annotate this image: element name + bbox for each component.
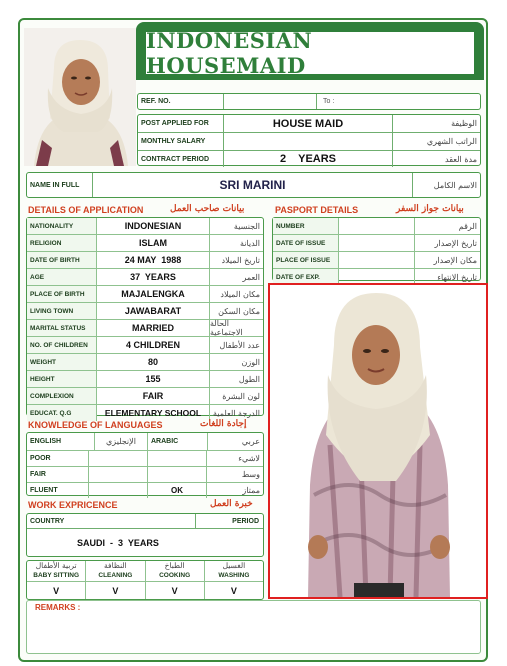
work-entry: SAUDI - 3 YEARS — [77, 538, 159, 548]
place-of-issue-arabic: مكان الإصدار — [433, 255, 477, 265]
details-section-title: DETAILS OF APPLICATION — [28, 205, 144, 215]
arabic-header-arabic: عربي — [241, 437, 260, 446]
fluent-label: FLUENT — [27, 483, 89, 498]
religion-arabic: الديانة — [239, 238, 260, 248]
language-level-row — [27, 467, 263, 483]
remarks-box — [26, 600, 481, 654]
monthly-salary-label: MONTHLY SALARY — [138, 133, 224, 150]
poor-label: POOR — [27, 451, 89, 466]
to-label: To : — [323, 98, 335, 105]
details-row — [27, 218, 263, 235]
applicant-full-body-photo — [268, 283, 488, 599]
place-of-birth-label: PLACE OF BIRTH — [27, 286, 97, 302]
title-frame — [144, 30, 476, 76]
language-level-row — [27, 451, 263, 467]
details-row — [27, 252, 263, 269]
height-value: 155 — [97, 371, 210, 387]
passport-row — [273, 218, 480, 235]
work-table — [26, 513, 264, 557]
details-table — [26, 217, 264, 416]
skill-name: BABY SITTING — [27, 571, 85, 582]
skill-check: V — [53, 585, 60, 596]
fluent-arabic-label: ممتاز — [242, 486, 260, 495]
details-row — [27, 269, 263, 286]
document-title: INDONESIAN HOUSEMAID — [146, 28, 313, 78]
name-in-full-label: NAME IN FULL — [27, 173, 93, 197]
date-of-issue-label: DATE OF ISSUE — [273, 235, 339, 251]
passport-number-arabic: الرقم — [458, 221, 477, 231]
skill-name: COOKING — [146, 571, 204, 582]
skill-name: WASHING — [205, 571, 263, 582]
details-row — [27, 286, 263, 303]
ref-no-field[interactable] — [224, 94, 317, 109]
languages-header-row — [27, 433, 263, 451]
poor-arabic-value — [148, 451, 207, 466]
living-town-arabic: مكان السكن — [218, 306, 260, 316]
nationality-arabic: الجنسية — [233, 221, 260, 231]
nationality-label: NATIONALITY — [27, 218, 97, 234]
fluent-arabic-value: OK — [148, 483, 207, 498]
poor-arabic-label: لاشيء — [238, 454, 260, 463]
complexion-arabic: لون البشرة — [222, 391, 260, 401]
marital-status-label: MARITAL STATUS — [27, 320, 97, 336]
skills-table — [26, 560, 264, 600]
monthly-salary-arabic: الراتب الشهري — [426, 137, 477, 146]
fair-label: FAIR — [27, 467, 89, 482]
fair-arabic-value — [148, 467, 207, 482]
weight-arabic: الوزن — [241, 357, 260, 367]
country-header: COUNTRY — [30, 517, 65, 525]
complexion-label: COMPLEXION — [27, 388, 97, 404]
languages-table — [26, 432, 264, 496]
skill-cooking — [146, 561, 205, 599]
job-row-contract — [138, 151, 480, 167]
ref-row — [137, 93, 481, 110]
post-applied-value: HOUSE MAID — [224, 115, 393, 132]
religion-label: RELIGION — [27, 235, 97, 251]
work-section-arabic: خبرة العمل — [210, 499, 253, 509]
marital-status-arabic: الحالة الاجتماعية — [210, 319, 243, 337]
children-value: 4 CHILDREN — [97, 337, 210, 353]
details-row — [27, 303, 263, 320]
details-row — [27, 371, 263, 388]
name-row — [26, 172, 481, 198]
date-of-exp-label: DATE OF EXP. — [273, 269, 339, 285]
passport-row — [273, 252, 480, 269]
job-row-salary — [138, 133, 480, 151]
work-section-title: WORK EXPRICENCE — [28, 500, 118, 510]
religion-value: ISLAM — [97, 235, 210, 251]
language-level-row — [27, 483, 263, 498]
skill-name: CLEANING — [86, 571, 144, 582]
living-town-value: JAWABARAT — [97, 303, 210, 319]
children-label: NO. OF CHILDREN — [27, 337, 97, 353]
marital-status-value: MARRIED — [97, 320, 210, 336]
weight-value: 80 — [97, 354, 210, 370]
place-of-birth-arabic: مكان الميلاد — [220, 289, 260, 299]
date-of-issue-arabic: تاريخ الإصدار — [434, 238, 477, 248]
job-table — [137, 114, 481, 166]
education-label: EDUCAT. Q.G — [27, 405, 97, 421]
passport-number-label: NUMBER — [273, 218, 339, 234]
details-section-arabic: بيانات صاحب العمل — [170, 204, 245, 214]
post-applied-label: POST APPLIED FOR — [138, 115, 224, 132]
contract-period-value: 2 YEARS — [224, 151, 393, 167]
contract-period-label: CONTRACT PERIOD — [138, 151, 224, 167]
name-in-full-arabic: الاسم الكامل — [433, 180, 477, 190]
height-arabic: الطول — [238, 374, 260, 384]
skill-check: V — [112, 585, 119, 596]
post-applied-arabic: الوظيفة — [451, 119, 477, 128]
period-header: PERIOD — [195, 514, 263, 528]
passport-section-title: PASPORT DETAILS — [275, 205, 359, 215]
languages-section-title: KNOWLEDGE OF LANGUAGES — [28, 420, 163, 430]
living-town-label: LIVING TOWN — [27, 303, 97, 319]
passport-row — [273, 235, 480, 252]
details-row — [27, 354, 263, 371]
children-arabic: عدد الأطفال — [219, 340, 260, 350]
details-row — [27, 337, 263, 354]
skill-washing — [205, 561, 263, 599]
age-arabic: العمر — [242, 272, 260, 282]
skill-cleaning — [86, 561, 145, 599]
details-row — [27, 388, 263, 405]
date-of-issue-value — [339, 235, 415, 251]
skill-arabic: تربية الأطفال — [35, 561, 77, 570]
work-header-row — [27, 514, 263, 529]
monthly-salary-value — [224, 133, 393, 150]
fluent-english-value — [89, 483, 148, 498]
passport-section-arabic: بيانات جواز السفر — [396, 204, 464, 214]
place-of-issue-value — [339, 252, 415, 268]
details-row — [27, 235, 263, 252]
age-value: 37 YEARS — [97, 269, 210, 285]
date-of-birth-value: 24 MAY 1988 — [97, 252, 210, 268]
job-row-post — [138, 115, 480, 133]
education-value: ELEMENTARY SCHOOL — [97, 405, 210, 421]
weight-label: WEIGHT — [27, 354, 97, 370]
english-header: ENGLISH — [27, 433, 95, 450]
date-of-birth-arabic: تاريخ الميلاد — [221, 255, 260, 265]
arabic-header: ARABIC — [148, 433, 208, 450]
complexion-value: FAIR — [97, 388, 210, 404]
ref-no-label: REF. NO. — [138, 94, 224, 109]
skill-arabic: الطباخ — [164, 561, 185, 570]
date-of-exp-arabic: تاريخ الانتهاء — [437, 272, 477, 282]
poor-english-value — [89, 451, 148, 466]
languages-section-arabic: إجادة اللغات — [200, 419, 247, 429]
skill-check: V — [171, 585, 178, 596]
education-arabic: الدرجة العلمية — [213, 408, 260, 418]
age-label: AGE — [27, 269, 97, 285]
place-of-birth-value: MAJALENGKA — [97, 286, 210, 302]
height-label: HEIGHT — [27, 371, 97, 387]
skill-check: V — [230, 585, 237, 596]
passport-number-value — [339, 218, 415, 234]
passport-table — [272, 217, 481, 281]
remarks-label: REMARKS : — [35, 603, 81, 612]
skill-arabic: الغسيل — [222, 561, 246, 570]
fair-english-value — [89, 467, 148, 482]
fair-arabic-label: وسط — [241, 470, 260, 479]
nationality-value: INDONESIAN — [97, 218, 210, 234]
contract-period-arabic: مدة العقد — [445, 154, 477, 164]
details-row — [27, 320, 263, 337]
english-header-arabic: الإنجليزي — [95, 433, 148, 450]
full-name-value: SRI MARINI — [93, 173, 413, 197]
date-of-birth-label: DATE OF BIRTH — [27, 252, 97, 268]
skill-baby-sitting — [27, 561, 86, 599]
place-of-issue-label: PLACE OF ISSUE — [273, 252, 339, 268]
applicant-portrait-photo — [24, 28, 136, 166]
skill-arabic: النظافة — [104, 561, 127, 570]
